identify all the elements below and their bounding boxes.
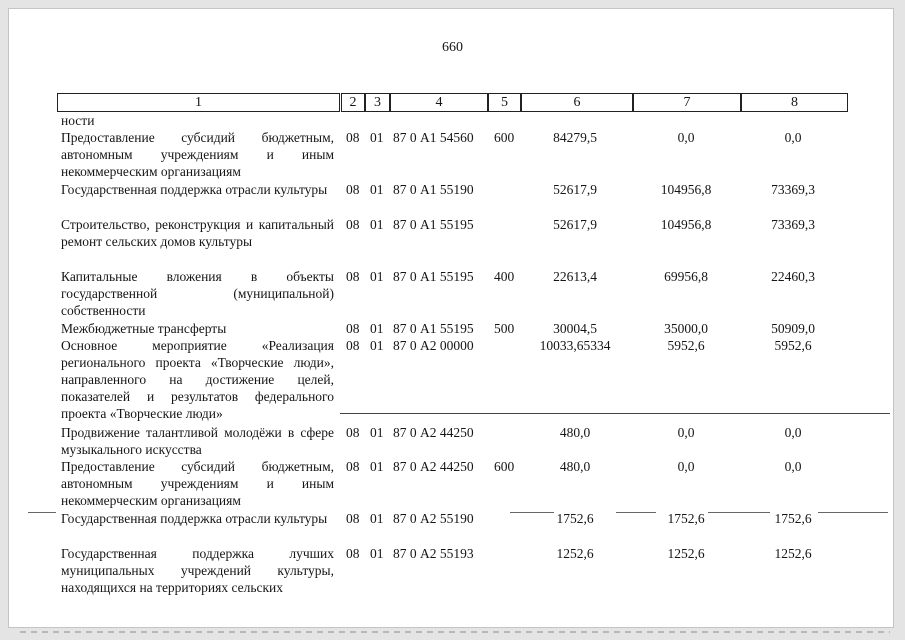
row-section: 08 <box>346 217 360 232</box>
row-value-7: 1752,6 <box>667 511 705 526</box>
row-section: 08 <box>346 269 360 284</box>
row-name: Государственная поддержка отрасли культуры <box>61 182 328 197</box>
row-target-code: 87 0 А2 55190 <box>393 511 474 526</box>
row-target-code: 87 0 А1 55195 <box>393 321 474 336</box>
row-value-7: 0,0 <box>677 130 695 145</box>
header-col-1: 1 <box>57 93 340 112</box>
row-value-7: 0,0 <box>677 459 695 474</box>
row-subsection: 01 <box>370 269 384 284</box>
row-subsection: 01 <box>370 338 384 353</box>
row-name: Государственная поддержка лучших муниципальных учреждений культуры, находящихся на территориях сельских <box>61 546 334 595</box>
row-subsection: 01 <box>370 459 384 474</box>
row-value-6: 30004,5 <box>553 321 597 336</box>
row-value-6: 1252,6 <box>556 546 594 561</box>
row-expense-type: 500 <box>494 321 515 336</box>
row-value-6: 84279,5 <box>553 130 597 145</box>
row-section: 08 <box>346 425 360 440</box>
row-target-code: 87 0 А2 00000 <box>393 338 474 353</box>
row-value-8: 0,0 <box>784 425 802 440</box>
row-value-8: 1752,6 <box>774 511 812 526</box>
row-name: Продвижение талантливой молодёжи в сфере музыкального искусства <box>61 425 334 457</box>
row-expense-type: 600 <box>494 130 515 145</box>
row-target-code: 87 0 А2 55193 <box>393 546 474 561</box>
row-value-7: 69956,8 <box>664 269 708 284</box>
row-section: 08 <box>346 182 360 197</box>
row-value-8: 0,0 <box>784 130 802 145</box>
page-number: 660 <box>442 40 463 55</box>
row-section: 08 <box>346 511 360 526</box>
header-col-3: 3 <box>365 93 390 112</box>
row-value-6: 480,0 <box>559 425 591 440</box>
row-name: Основное мероприятие «Реализация регионального проекта «Творческие люди», направленного на достижение целей, показателей и результатов федерального проекта «Творческие люди» <box>61 338 334 421</box>
scan-artifact <box>20 631 890 633</box>
row-value-6: 52617,9 <box>553 217 597 232</box>
row-value-8: 0,0 <box>784 459 802 474</box>
header-col-7: 7 <box>633 93 741 112</box>
row-section: 08 <box>346 130 360 145</box>
row-subsection: 01 <box>370 217 384 232</box>
row-target-code: 87 0 А2 44250 <box>393 459 474 474</box>
table-divider <box>340 413 890 414</box>
row-value-7: 0,0 <box>677 425 695 440</box>
row-expense-type: 400 <box>494 269 515 284</box>
row-section: 08 <box>346 321 360 336</box>
row-value-7: 104956,8 <box>660 182 712 197</box>
header-col-4: 4 <box>390 93 488 112</box>
row-value-6: 10033,65334 <box>539 338 611 353</box>
row-expense-type: 600 <box>494 459 515 474</box>
header-col-2: 2 <box>341 93 365 112</box>
row-name: Предоставление субсидий бюджетным, автономным учреждениям и иным некоммерческим организациям <box>61 130 334 179</box>
header-col-8: 8 <box>741 93 848 112</box>
row-value-7: 104956,8 <box>660 217 712 232</box>
row-name: Межбюджетные трансферты <box>61 321 227 336</box>
row-name: Капитальные вложения в объекты государственной (муниципальной) собственности <box>61 269 334 318</box>
row-subsection: 01 <box>370 546 384 561</box>
row-target-code: 87 0 А2 44250 <box>393 425 474 440</box>
row-value-8: 5952,6 <box>774 338 812 353</box>
row-value-7: 5952,6 <box>667 338 705 353</box>
row-subsection: 01 <box>370 511 384 526</box>
row-value-6: 1752,6 <box>556 511 594 526</box>
row-value-8: 50909,0 <box>771 321 815 336</box>
row-value-6: 52617,9 <box>553 182 597 197</box>
row-name: ности <box>61 113 95 128</box>
row-subsection: 01 <box>370 425 384 440</box>
row-value-7: 1252,6 <box>667 546 705 561</box>
row-subsection: 01 <box>370 130 384 145</box>
row-name: Предоставление субсидий бюджетным, автономным учреждениям и иным некоммерческим организациям <box>61 459 334 508</box>
row-target-code: 87 0 А1 55190 <box>393 182 474 197</box>
row-name: Государственная поддержка отрасли культуры <box>61 511 328 526</box>
row-section: 08 <box>346 546 360 561</box>
row-target-code: 87 0 А1 54560 <box>393 130 474 145</box>
row-value-6: 22613,4 <box>553 269 597 284</box>
scan-artifact <box>28 512 56 513</box>
header-col-5: 5 <box>488 93 521 112</box>
row-value-8: 73369,3 <box>771 182 815 197</box>
row-subsection: 01 <box>370 182 384 197</box>
row-target-code: 87 0 А1 55195 <box>393 269 474 284</box>
row-value-8: 1252,6 <box>774 546 812 561</box>
row-value-8: 22460,3 <box>771 269 815 284</box>
row-value-6: 480,0 <box>559 459 591 474</box>
row-section: 08 <box>346 338 360 353</box>
row-value-7: 35000,0 <box>664 321 708 336</box>
row-name: Строительство, реконструкция и капитальный ремонт сельских домов культуры <box>61 217 334 249</box>
row-subsection: 01 <box>370 321 384 336</box>
header-col-6: 6 <box>521 93 633 112</box>
row-target-code: 87 0 А1 55195 <box>393 217 474 232</box>
row-section: 08 <box>346 459 360 474</box>
row-value-8: 73369,3 <box>771 217 815 232</box>
